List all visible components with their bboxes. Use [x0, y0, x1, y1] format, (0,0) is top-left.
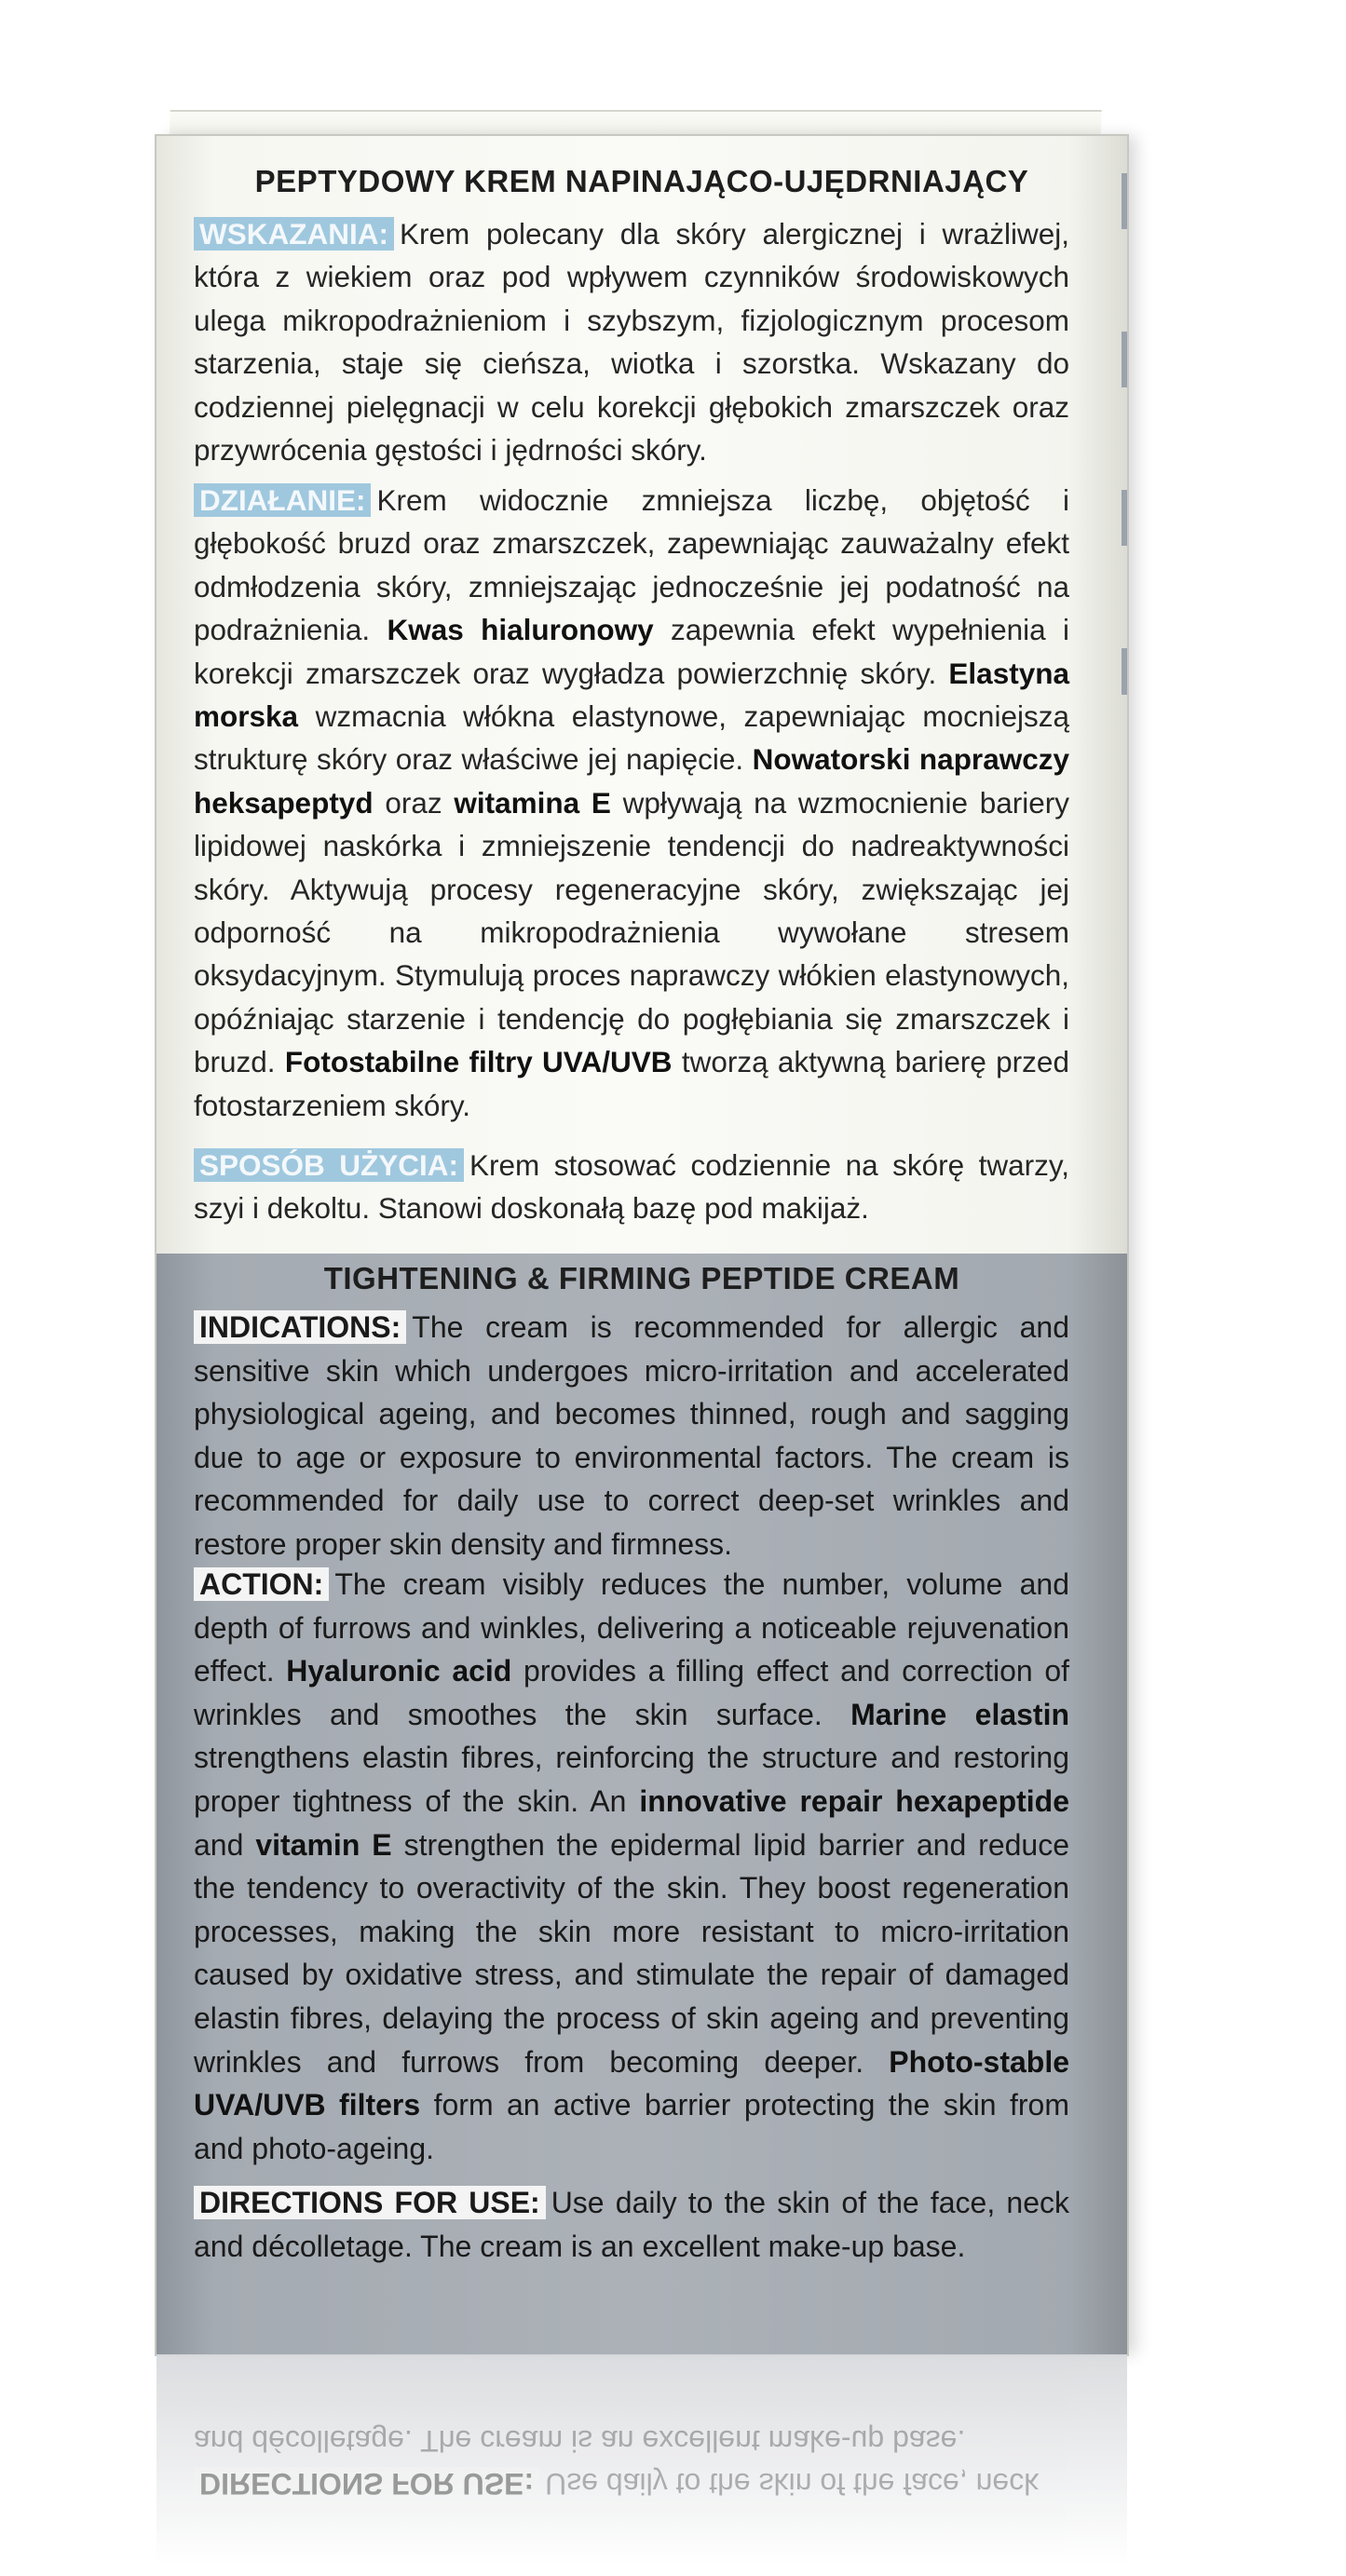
action-label-en: ACTION: — [194, 1567, 329, 1601]
action-bold-pl-4: witamina E — [454, 785, 611, 820]
action-text-en-1: The cream visibly reduces the number, volume and depth of furrows and winkles, delivering a noticeable rejuvenation effect. — [194, 1567, 1069, 1688]
reflection-text — [194, 2420, 1069, 2505]
action-text-pl-5: wpływają na wzmocnienie bariery lipidowej naskórka i zmniejszenie tendencji do nadreaktywności skóry. Aktywują procesy regeneracyjne skóry, zwiększając jej odporność na mikropodrażnienia wywołane stresem oksydacyjnym. Stymulują proces naprawczy włókien elastynowych, opóźniając starzenie i tendencję do pogłębiania się zmarszczek i bruzd. — [194, 785, 1069, 1079]
action-text-en-4: and — [194, 1827, 244, 1862]
english-action — [194, 1563, 1069, 2170]
action-text-en-2: provides a filling effect and correction of wrinkles and smoothes the skin surface. — [194, 1654, 1070, 1731]
indications-label-en: INDICATIONS: — [194, 1310, 406, 1344]
english-directions — [194, 2181, 1069, 2268]
action-text-en-6: form an active barrier protecting the skin from and photo-ageing. — [194, 2088, 1070, 2165]
action-bold-en-4: vitamin E — [255, 1827, 392, 1862]
reflection-directions-text: Use daily to the skin of the face, neck and décolletage. The cream is an excellent make-up base. — [194, 2424, 1040, 2501]
polish-title: PEPTYDOWY KREM NAPINAJĄCO-UJĘDRNIAJĄCY — [254, 164, 1029, 198]
polish-usage — [194, 1144, 1069, 1230]
box-reflection — [156, 2354, 1127, 2576]
indications-text-pl: Krem polecany dla skóry alergicznej i wrażliwej, która z wiekiem oraz pod wpływem czynników środowiskowych ulega mikropodrażnieniom i szybszym, fizjologicznym procesom starzenia, staje się cieńsza, wiotka i szorstka. Wskazany do codziennej pielęgnacji w celu korekcji głębokich zmarszczek oraz przywrócenia gęstości i jędrności skóry. — [194, 217, 1069, 468]
english-title: TIGHTENING & FIRMING PEPTIDE CREAM — [323, 1261, 960, 1295]
action-text-pl-3: wzmacnia włókna elastynowe, zapewniając mocniejszą strukturę skóry oraz właściwe jej napięcie. — [194, 699, 1069, 777]
indications-label-pl: WSKAZANIA: — [194, 217, 394, 251]
action-text-pl-4: oraz — [385, 785, 442, 820]
reflection-directions-label: DIRECTIONS FOR USE: — [194, 2467, 539, 2501]
action-bold-pl-2: Elastyna morska — [194, 656, 1069, 734]
polish-indications — [194, 212, 1069, 471]
directions-text-en: Use daily to the skin of the face, neck and décolletage. The cream is an excellent make-up base. — [194, 2186, 1069, 2263]
action-label-pl: DZIAŁANIE: — [194, 483, 371, 517]
action-bold-pl-3: Nowatorski naprawczy heksapeptyd — [194, 742, 1069, 820]
action-bold-pl-1: Kwas hialuronowy — [387, 613, 654, 647]
polish-action — [194, 479, 1069, 1127]
action-text-en-5: strengthen the epidermal lipid barrier and reduce the tendency to overactivity of the skin. They boost regeneration processes, making the skin more resistant to micro-irritation caused by oxidative stress, and stimulate the repair of damaged elastin fibres, delaying the process of skin ageing and preventing wrinkles and furrows from becoming deeper. — [194, 1827, 1070, 2079]
action-text-pl-2: zapewnia efekt wypełnienia i korekcji zmarszczek oraz wygładza powierzchnię skóry. — [194, 613, 1069, 690]
indications-text-en: The cream is recommended for allergic and sensitive skin which undergoes micro-irritation and accelerated physiological ageing, and becomes thinned, rough and sagging due to age or exposure to environmental factors. The cream is recommended for daily use to correct deep-set wrinkles and restore proper skin density and firmness. — [194, 1310, 1069, 1561]
usage-label-pl: SPOSÓB UŻYCIA: — [194, 1148, 464, 1182]
polish-panel — [156, 136, 1127, 1254]
edge-marks — [1122, 173, 1127, 695]
directions-label-en: DIRECTIONS FOR USE: — [194, 2186, 546, 2219]
action-bold-en-2: Marine elastin — [850, 1697, 1070, 1731]
action-bold-en-5: Photo-stable UVA/UVB filters — [194, 2044, 1070, 2122]
cream-box — [156, 136, 1127, 2354]
usage-text-pl: Krem stosować codziennie na skórę twarzy, szyi i dekoltu. Stanowi doskonałą bazę pod makijaż. — [194, 1148, 1070, 1226]
action-bold-en-1: Hyaluronic acid — [286, 1654, 512, 1688]
action-bold-pl-5: Fotostabilne filtry UVA/UVB — [284, 1045, 673, 1079]
action-text-pl-6: tworzą aktywną barierę przed fotostarzeniem skóry. — [194, 1045, 1069, 1122]
english-indications — [194, 1306, 1069, 1566]
action-text-en-3: strengthens elastin fibres, reinforcing the structure and restoring proper tightness of the skin. An — [194, 1741, 1069, 1818]
action-text-pl-1: Krem widocznie zmniejsza liczbę, objętość i głębokość bruzd oraz zmarszczek, zapewniając zauważalny efekt odmłodzenia skóry, zmniejszając jednocześnie jej podatność na podrażnienia. — [194, 483, 1069, 647]
action-bold-en-3: innovative repair hexapeptide — [639, 1783, 1070, 1818]
